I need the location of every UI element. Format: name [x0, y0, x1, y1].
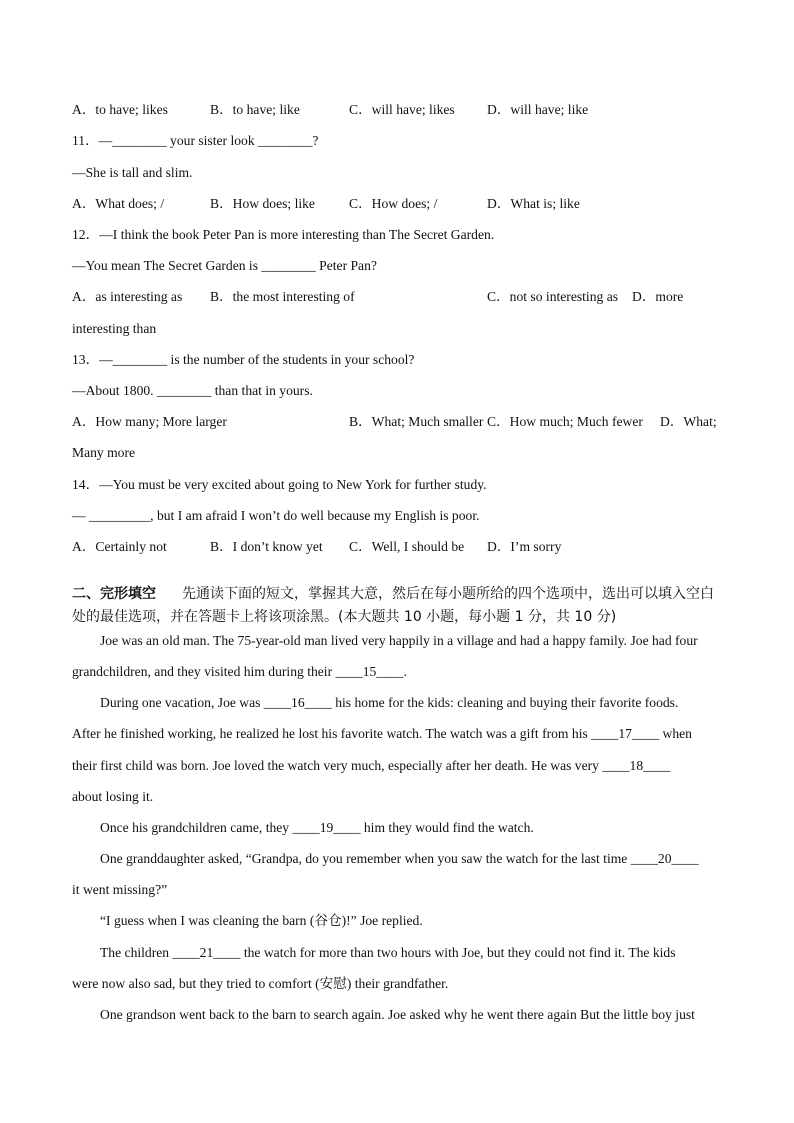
text: Once his grandchildren came, they [100, 820, 293, 835]
passage-p6-line1 [100, 944, 745, 962]
q13-stem: 13．—________ is the number of the students in your school? [72, 352, 415, 367]
passage-p7: One grandson went back to the barn to search again. Joe asked why he went there again But the little boy just [100, 1007, 695, 1022]
passage-p2-line1 [100, 694, 745, 712]
q11-option-c: C．How does; / [349, 196, 438, 211]
q11-reply: —She is tall and slim. [72, 165, 193, 180]
text: . [403, 664, 407, 679]
q10-option-b: B．to have; like [210, 102, 300, 117]
q11-option-a: A．What does; / [72, 196, 165, 211]
passage-p2-line3 [72, 757, 717, 775]
q12-option-b: B．the most interesting of [210, 289, 355, 304]
text: him they would find the watch. [360, 820, 534, 835]
q14-option-c: C．Well, I should be [349, 539, 465, 554]
q13-option-a: A．How many; More larger [72, 414, 227, 429]
text: The children [100, 945, 173, 960]
blank-15: ____15____ [335, 664, 404, 679]
section-title: 二、完形填空 [72, 586, 156, 602]
q13-option-d-continued: Many more [72, 445, 136, 460]
q11-option-b: B．How does; like [210, 196, 315, 211]
q13-reply: —About 1800. ________ than that in yours. [72, 383, 313, 398]
q11-stem: 11．—________ your sister look ________? [72, 133, 319, 148]
passage-p6-line2: were now also sad, but they tried to comfort (安慰) their grandfather. [72, 976, 449, 991]
blank-16: ____16____ [263, 695, 332, 710]
passage-p2-line2 [72, 725, 717, 743]
q13-option-b: B．What; Much smaller [349, 414, 484, 429]
q12-reply: —You mean The Secret Garden is ________ Peter Pan? [72, 258, 377, 273]
text: their first child was born. Joe loved the watch very much, especially after her death. He was very [72, 758, 603, 773]
passage-p2-line4: about losing it. [72, 789, 154, 804]
text: his home for the kids: cleaning and buying their favorite foods. [331, 695, 679, 710]
q10-option-c: C．will have; likes [349, 102, 455, 117]
text: After he finished working, he realized he lost his favorite watch. The watch was a gift from his [72, 726, 592, 741]
passage-p1-line1: Joe was an old man. The 75-year-old man lived very happily in a village and had a happy family. Joe had four [100, 633, 698, 648]
blank-17: ____17____ [591, 726, 660, 741]
q10-option-d: D．will have; like [487, 102, 589, 117]
passage-p4-line1 [100, 850, 745, 868]
q12-stem: 12．—I think the book Peter Pan is more interesting than The Secret Garden. [72, 227, 495, 242]
q14-option-a: A．Certainly not [72, 539, 167, 554]
section-heading [72, 585, 722, 603]
blank-20: ____20____ [630, 851, 699, 866]
q14-option-d: D．I’m sorry [487, 539, 562, 554]
section-instructions-2: 处的最佳选项，并在答题卡上将该项涂黑。(本大题共 10 小题，每小题 1 分，共 10 分) [72, 609, 617, 625]
q13-option-d: D．What; [660, 414, 717, 429]
passage-p1-line2 [72, 663, 717, 681]
blank-21: ____21____ [172, 945, 241, 960]
q12-option-a: A．as interesting as [72, 289, 183, 304]
text: During one vacation, Joe was [100, 695, 264, 710]
blank-19: ____19____ [292, 820, 361, 835]
section-instructions-1: 先通读下面的短文，掌握其大意，然后在每小题所给的四个选项中，选出可以填入空白 [182, 586, 714, 602]
passage-p4-line2: it went missing?” [72, 882, 168, 897]
q11-option-d: D．What is; like [487, 196, 580, 211]
q12-option-d: D．more [632, 289, 684, 304]
passage-p5: “I guess when I was cleaning the barn (谷仓)!” Joe replied. [100, 913, 423, 928]
blank-18: ____18____ [602, 758, 671, 773]
q10-option-a: A．to have; likes [72, 102, 168, 117]
q12-option-c: C．not so interesting as [487, 289, 619, 304]
q14-option-b: B．I don’t know yet [210, 539, 323, 554]
q14-reply: — _________, but I am afraid I won’t do well because my English is poor. [72, 508, 480, 523]
q13-option-c: C．How much; Much fewer [487, 414, 643, 429]
text: when [659, 726, 692, 741]
passage-p3 [100, 819, 745, 837]
text: the watch for more than two hours with Joe, but they could not find it. The kids [240, 945, 676, 960]
text: grandchildren, and they visited him during their [72, 664, 336, 679]
text: One granddaughter asked, “Grandpa, do you remember when you saw the watch for the last time [100, 851, 631, 866]
q14-stem: 14．—You must be very excited about going to New York for further study. [72, 477, 487, 492]
q12-option-d-continued: interesting than [72, 321, 157, 336]
